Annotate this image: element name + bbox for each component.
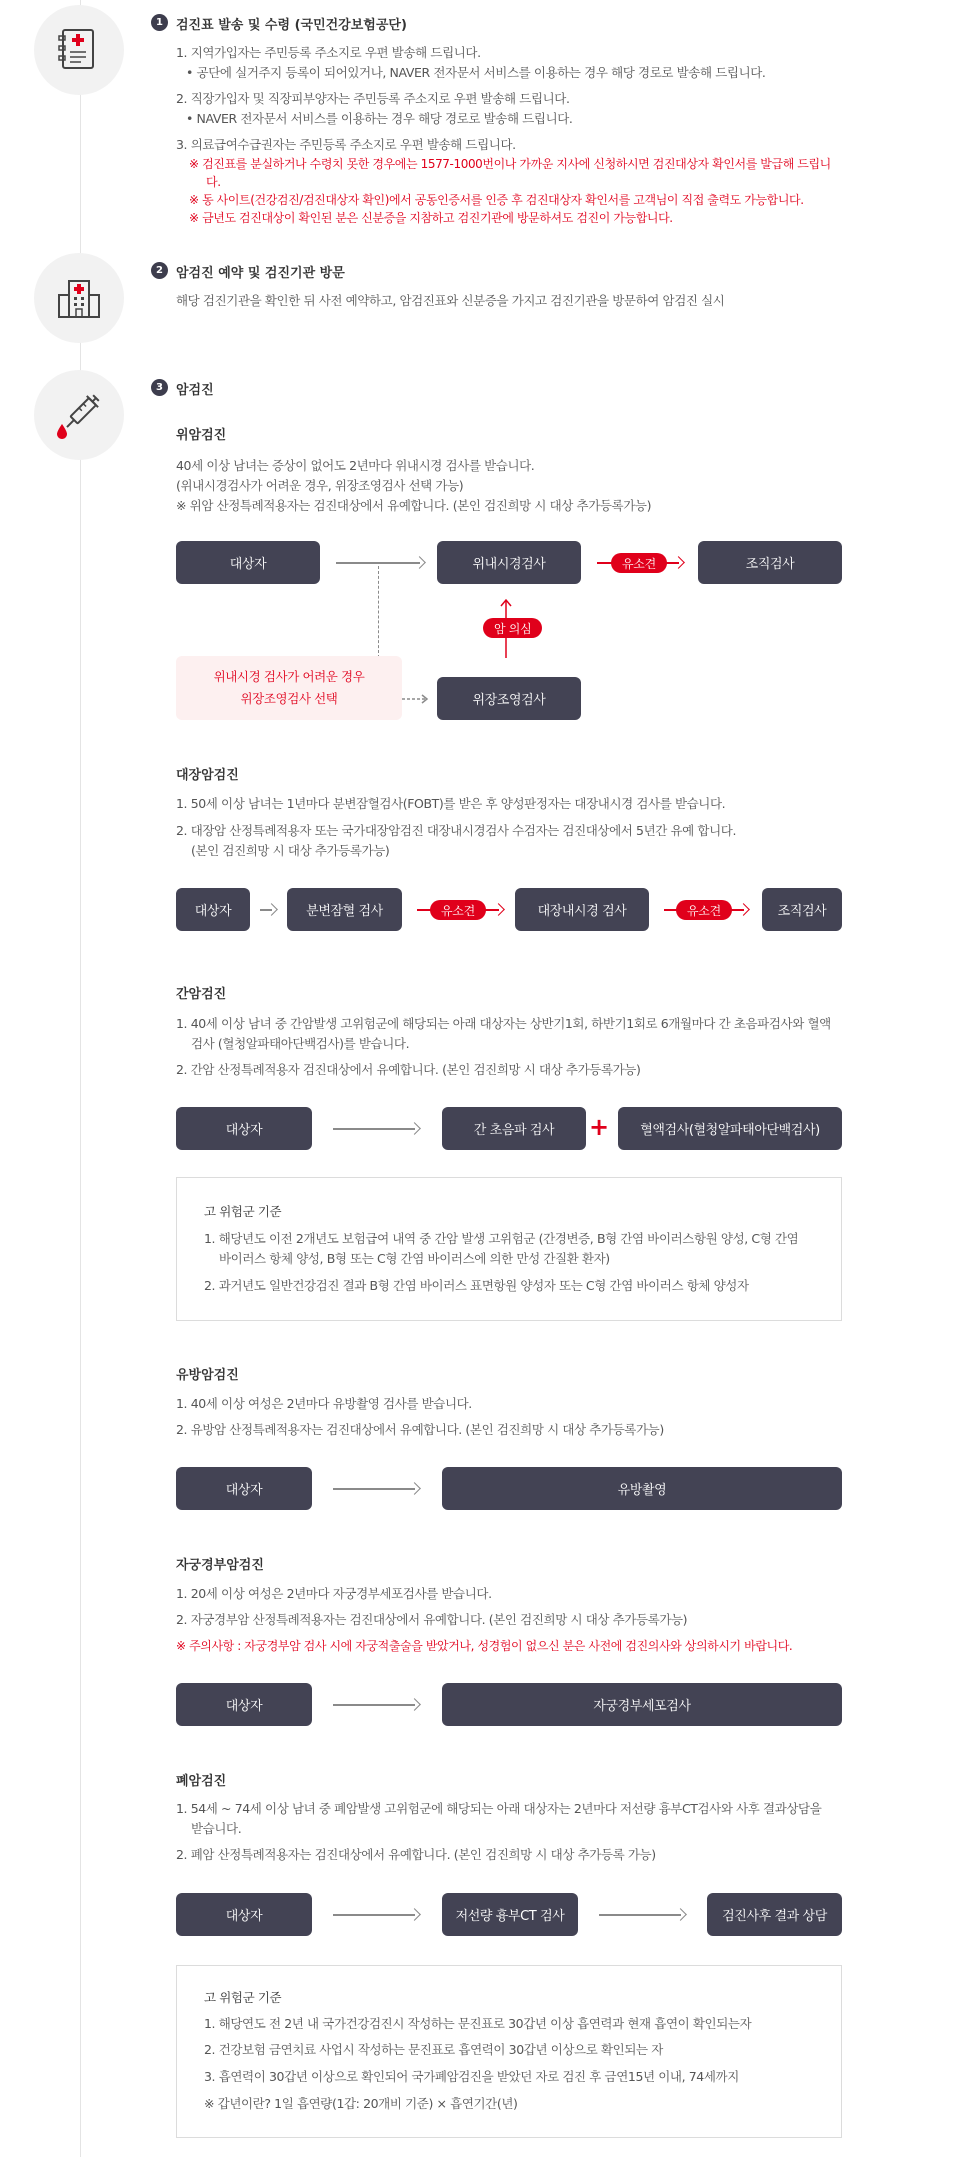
cervical-line-2: 2. 자궁경부암 산정특례적용자는 검진대상에서 유예합니다. (본인 검진희망 시 대상 추가등록가능) [176, 1612, 688, 1627]
step2-title: 암검진 예약 및 검진기관 방문 [176, 266, 345, 281]
colon-line-1: 1. 50세 이상 남녀는 1년마다 분변잠혈검사(FOBT)를 받은 후 양성판정자는 대장내시경 검사를 받습니다. [176, 796, 726, 811]
lung-criteria-item-1: 1. 해당연도 전 2년 내 국가건강검진시 작성하는 문진표로 30갑년 이상 흡연력과 현재 흡연이 확인되는자 [204, 2016, 752, 2031]
stomach-endoscopy-box: 위내시경검사 [437, 541, 581, 584]
stomach-line-1: 40세 이상 남녀는 증상이 없어도 2년마다 위내시경 검사를 받습니다. [176, 458, 535, 473]
stomach-suspect-pill: 암 의심 [483, 618, 542, 638]
cervical-title: 자궁경부암검진 [176, 1558, 264, 1573]
lung-ct-box: 저선량 흉부CT 검사 [442, 1893, 578, 1936]
colon-finding-pill-1: 유소견 [430, 900, 486, 920]
liver-criteria-item-2: 2. 과거년도 일반건강검진 결과 B형 간염 바이러스 표면항원 양성자 또는 C형 간염 바이러스 항체 양성자 [204, 1278, 749, 1293]
cervical-target-box: 대상자 [176, 1683, 312, 1726]
step1-line-3: 2. 직장가입자 및 직장피부양자는 주민등록 주소지로 우편 발송해 드립니다. [176, 91, 570, 106]
colon-title: 대장암검진 [176, 768, 239, 783]
breast-line-1: 1. 40세 이상 여성은 2년마다 유방촬영 검사를 받습니다. [176, 1396, 472, 1411]
stomach-biopsy-box: 조직검사 [698, 541, 842, 584]
stomach-arrow-1 [336, 557, 426, 569]
stomach-target-box: 대상자 [176, 541, 320, 584]
colon-target-box: 대상자 [176, 888, 250, 931]
step1-icon-circle [34, 5, 124, 95]
step1-line-5: 3. 의료급여수급권자는 주민등록 주소지로 우편 발송해 드립니다. [176, 137, 516, 152]
stomach-line-3: ※ 위암 산정특례적용자는 검진대상에서 유예합니다. (본인 검진희망 시 대상 추가등록가능) [176, 498, 652, 513]
liver-target-box: 대상자 [176, 1107, 312, 1150]
liver-line-3: 2. 간암 산정특례적용자 검진대상에서 유예합니다. (본인 검진희망 시 대상 추가등록가능) [176, 1062, 641, 1077]
stomach-alt-note-line-1: 위내시경 검사가 어려운 경우 [213, 669, 365, 684]
step1-note-1b: 다. [206, 175, 221, 189]
hospital-building-icon [55, 275, 103, 321]
breast-arrow [333, 1483, 421, 1495]
liver-title: 간암검진 [176, 987, 227, 1002]
syringe-icon [54, 390, 104, 440]
step1-line-2: • 공단에 실거주지 등록이 되어있거나, NAVER 전자문서 서비스를 이용하는 경우 해당 경로로 발송해 드립니다. [186, 65, 766, 80]
stomach-dashed-arrow [402, 693, 430, 705]
lung-arrow-2 [599, 1909, 687, 1921]
step1-note-1: ※ 검진표를 분실하거나 수령치 못한 경우에는 1577-1000번이나 가까운 지사에 신청하시면 검진대상자 확인서를 발급해 드립니 [189, 157, 831, 171]
lung-criteria-item-2: 2. 건강보험 금연치료 사업시 작성하는 문진표로 흡연력이 30갑년 이상으로 확인되는 자 [204, 2042, 663, 2057]
cervical-line-1: 1. 20세 이상 여성은 2년마다 자궁경부세포검사를 받습니다. [176, 1586, 492, 1601]
liver-criteria-item-1b: 바이러스 항체 양성, B형 또는 C형 간염 바이러스에 의한 만성 간질환 환자) [219, 1251, 610, 1266]
stomach-title: 위암검진 [176, 428, 227, 443]
stomach-alt-note [176, 656, 402, 720]
colon-line-2: 2. 대장암 산정특례적용자 또는 국가대장암검진 대장내시경검사 수검자는 검진대상에서 5년간 유예 합니다. [176, 823, 737, 838]
liver-line-1: 1. 40세 이상 남녀 중 간암발생 고위험군에 해당되는 아래 대상자는 상반기1회, 하반기1회로 6개월마다 간 초음파검사와 혈액 [176, 1016, 831, 1031]
stomach-alt-note-line-2: 위장조영검사 선택 [240, 691, 338, 706]
lung-line-1: 1. 54세 ~ 74세 이상 남녀 중 폐암발생 고위험군에 해당되는 아래 대상자는 2년마다 저선량 흉부CT검사와 사후 결과상담을 [176, 1801, 822, 1816]
liver-blood-box: 혈액검사(혈청알파태아단백검사) [618, 1107, 842, 1150]
step1-line-4: • NAVER 전자문서 서비스를 이용하는 경우 해당 경로로 발송해 드립니다. [186, 111, 573, 126]
breast-target-box: 대상자 [176, 1467, 312, 1510]
stomach-dashed-line [378, 566, 379, 658]
step2-number: 2 [151, 262, 168, 279]
step1-note-3: ※ 금년도 검진대상이 확인된 분은 신분증을 지참하고 검진기관에 방문하셔도 검진이 가능합니다. [189, 211, 673, 225]
colon-finding-pill-2: 유소견 [676, 900, 732, 920]
lung-target-box: 대상자 [176, 1893, 312, 1936]
clipboard-cross-icon [57, 26, 101, 74]
liver-criteria-title: 고 위험군 기준 [204, 1204, 282, 1219]
cervical-note: ※ 주의사항 : 자궁경부암 검사 시에 자궁적출술을 받았거나, 성경험이 없으신 분은 사전에 검진의사와 상의하시기 바랍니다. [176, 1639, 793, 1653]
colon-colonoscopy-box: 대장내시경 검사 [515, 888, 649, 931]
step2-desc: 해당 검진기관을 확인한 뒤 사전 예약하고, 암검진표와 신분증을 가지고 검진기관을 방문하여 암검진 실시 [176, 293, 725, 308]
step1-title: 검진표 발송 및 수령 (국민건강보험공단) [176, 18, 407, 33]
liver-plus-sign: + [589, 1113, 610, 1141]
colon-line-3: (본인 검진희망 시 대상 추가등록가능) [191, 843, 390, 858]
liver-ultrasound-box: 간 초음파 검사 [442, 1107, 586, 1150]
step3-icon-circle [34, 370, 124, 460]
stomach-contrast-box: 위장조영검사 [437, 677, 581, 720]
colon-arrow-1 [260, 904, 278, 916]
liver-criteria-item-1: 1. 해당년도 이전 2개년도 보험급여 내역 중 간암 발생 고위험군 (간경변증, B형 간염 바이러스항원 양성, C형 간염 [204, 1231, 799, 1246]
stomach-line-2: (위내시경검사가 어려운 경우, 위장조영검사 선택 가능) [176, 478, 464, 493]
step1-number: 1 [151, 14, 168, 31]
breast-title: 유방암검진 [176, 1368, 239, 1383]
step3-title: 암검진 [176, 383, 214, 398]
stomach-finding-pill: 유소견 [611, 553, 667, 573]
lung-title: 폐암검진 [176, 1774, 227, 1789]
cervical-exam-box: 자궁경부세포검사 [442, 1683, 842, 1726]
step3-number: 3 [151, 379, 168, 396]
liver-arrow-1 [333, 1123, 421, 1135]
lung-line-3: 2. 폐암 산정특례적용자는 검진대상에서 유예합니다. (본인 검진희망 시 대상 추가등록 가능) [176, 1847, 656, 1862]
step1-line-1: 1. 지역가입자는 주민등록 주소지로 우편 발송해 드립니다. [176, 45, 481, 60]
breast-exam-box: 유방촬영 [442, 1467, 842, 1510]
step2-icon-circle [34, 253, 124, 343]
liver-line-2: 검사 (혈청알파태아단백검사)를 받습니다. [191, 1036, 410, 1051]
cervical-arrow [333, 1699, 421, 1711]
colon-fobt-box: 분변잠혈 검사 [287, 888, 402, 931]
step1-note-2: ※ 동 사이트(건강검진/검진대상자 확인)에서 공동인증서를 인증 후 검진대상자 확인서를 고객님이 직접 출력도 가능합니다. [189, 193, 804, 207]
lung-criteria-item-3: 3. 흡연력이 30갑년 이상으로 확인되어 국가폐암검진을 받았던 자로 검진 후 금연15년 이내, 74세까지 [204, 2069, 739, 2084]
lung-arrow-1 [333, 1909, 421, 1921]
lung-consult-box: 검진사후 결과 상담 [707, 1893, 842, 1936]
lung-criteria-note: ※ 갑년이란? 1일 흡연량(1갑: 20개비 기준) × 흡연기간(년) [204, 2096, 518, 2111]
breast-line-2: 2. 유방암 산정특례적용자는 검진대상에서 유예합니다. (본인 검진희망 시 대상 추가등록가능) [176, 1422, 664, 1437]
colon-biopsy-box: 조직검사 [762, 888, 842, 931]
lung-line-2: 받습니다. [191, 1821, 242, 1836]
lung-criteria-title: 고 위험군 기준 [204, 1990, 282, 2005]
